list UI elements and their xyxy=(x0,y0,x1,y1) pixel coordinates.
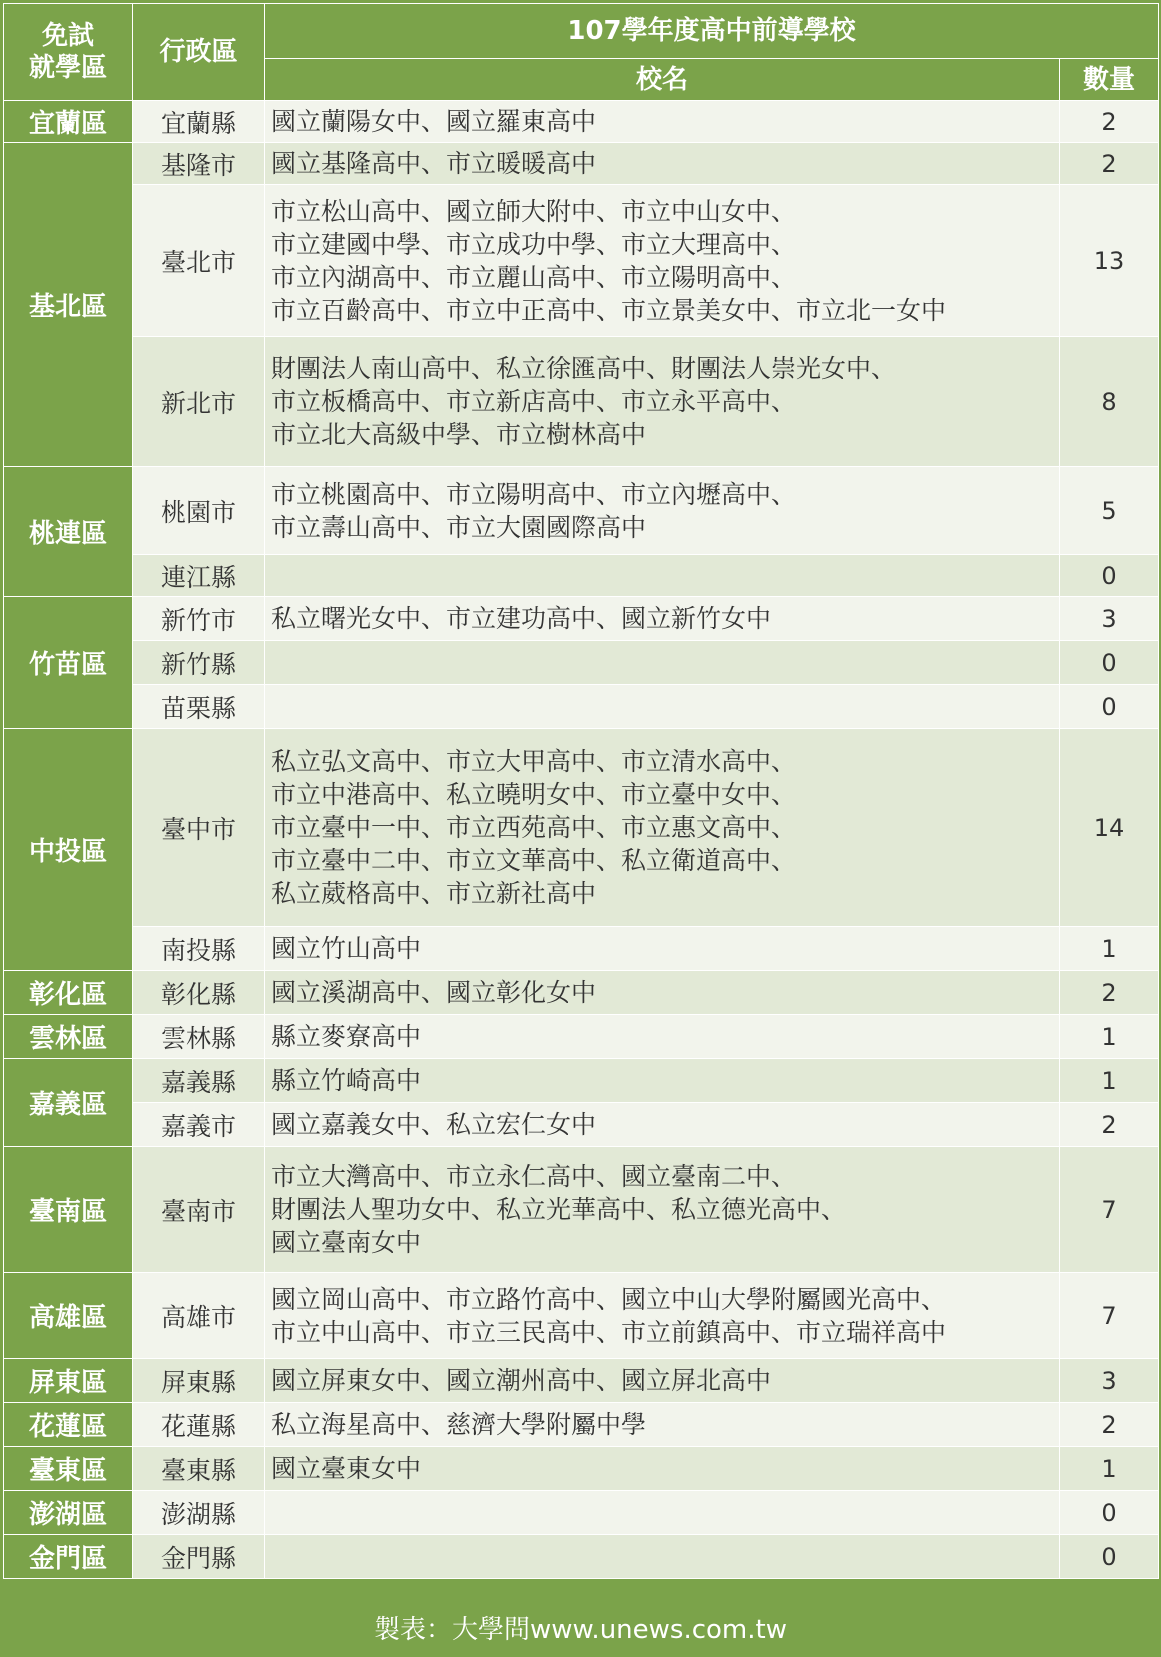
schools-cell: 縣立竹崎高中 xyxy=(265,1059,1060,1103)
schools-cell: 私立曙光女中、市立建功高中、國立新竹女中 xyxy=(265,597,1060,641)
schools-cell: 國立蘭陽女中、國立羅東高中 xyxy=(265,101,1060,143)
count-cell: 14 xyxy=(1060,729,1159,927)
count-cell: 7 xyxy=(1060,1273,1159,1359)
footer-credit: 製表：大學問www.unews.com.tw xyxy=(0,1603,1161,1657)
county-cell: 基隆市 xyxy=(133,143,265,185)
county-cell: 嘉義縣 xyxy=(133,1059,265,1103)
table-row xyxy=(4,597,1159,641)
schools-cell xyxy=(265,555,1060,597)
schools-cell: 國立溪湖高中、國立彰化女中 xyxy=(265,971,1060,1015)
schools-cell: 國立岡山高中、市立路竹高中、國立中山大學附屬國光高中、 市立中山高中、市立三民高中、市立前鎮高中、市立瑞祥高中 xyxy=(265,1273,1060,1359)
schools-cell xyxy=(265,685,1060,729)
county-cell: 新北市 xyxy=(133,337,265,467)
county-cell: 彰化縣 xyxy=(133,971,265,1015)
table-row xyxy=(4,927,1159,971)
zone-cell: 雲林區 xyxy=(4,1015,133,1059)
county-cell: 臺中市 xyxy=(133,729,265,927)
zone-cell: 金門區 xyxy=(4,1535,133,1579)
zone-cell: 花蓮區 xyxy=(4,1403,133,1447)
table-row xyxy=(4,1447,1159,1491)
table-row xyxy=(4,1059,1159,1103)
count-cell: 0 xyxy=(1060,1491,1159,1535)
header-count: 數量 xyxy=(1060,59,1159,101)
count-cell: 7 xyxy=(1060,1147,1159,1273)
schools-cell: 國立竹山高中 xyxy=(265,927,1060,971)
schools-cell: 國立嘉義女中、私立宏仁女中 xyxy=(265,1103,1060,1147)
table-row xyxy=(4,1103,1159,1147)
table-row xyxy=(4,1147,1159,1273)
county-cell: 連江縣 xyxy=(133,555,265,597)
count-cell: 0 xyxy=(1060,641,1159,685)
zone-cell: 宜蘭區 xyxy=(4,101,133,143)
count-cell: 2 xyxy=(1060,101,1159,143)
table-row xyxy=(4,1491,1159,1535)
schools-cell: 國立基隆高中、市立暖暖高中 xyxy=(265,143,1060,185)
zone-cell: 臺東區 xyxy=(4,1447,133,1491)
count-cell: 2 xyxy=(1060,143,1159,185)
county-cell: 苗栗縣 xyxy=(133,685,265,729)
count-cell: 5 xyxy=(1060,467,1159,555)
county-cell: 新竹市 xyxy=(133,597,265,641)
zone-cell: 屏東區 xyxy=(4,1359,133,1403)
table-row xyxy=(4,1535,1159,1579)
zone-cell: 臺南區 xyxy=(4,1147,133,1273)
county-cell: 嘉義市 xyxy=(133,1103,265,1147)
zone-cell: 基北區 xyxy=(4,143,133,467)
schools-cell: 私立弘文高中、市立大甲高中、市立清水高中、 市立中港高中、私立曉明女中、市立臺中女中、 市立臺中一中、市立西苑高中、市立惠文高中、 市立臺中二中、市立文華高中、私立衛道高中、 私立葳格高中、市立新社高中 xyxy=(265,729,1060,927)
county-cell: 臺北市 xyxy=(133,185,265,337)
schools-cell: 市立大灣高中、市立永仁高中、國立臺南二中、 財團法人聖功女中、私立光華高中、私立德光高中、 國立臺南女中 xyxy=(265,1147,1060,1273)
zone-cell: 嘉義區 xyxy=(4,1059,133,1147)
table-row xyxy=(4,1403,1159,1447)
table-row xyxy=(4,641,1159,685)
header-zone: 免試 就學區 xyxy=(4,4,133,101)
count-cell: 0 xyxy=(1060,555,1159,597)
table-row xyxy=(4,555,1159,597)
county-cell: 宜蘭縣 xyxy=(133,101,265,143)
table-row xyxy=(4,729,1159,927)
schools-cell: 財團法人南山高中、私立徐匯高中、財團法人崇光女中、 市立板橋高中、市立新店高中、市立永平高中、 市立北大高級中學、市立樹林高中 xyxy=(265,337,1060,467)
county-cell: 金門縣 xyxy=(133,1535,265,1579)
zone-cell: 高雄區 xyxy=(4,1273,133,1359)
county-cell: 花蓮縣 xyxy=(133,1403,265,1447)
schools-cell xyxy=(265,641,1060,685)
zone-cell: 竹苗區 xyxy=(4,597,133,729)
county-cell: 臺南市 xyxy=(133,1147,265,1273)
count-cell: 3 xyxy=(1060,1359,1159,1403)
county-cell: 高雄市 xyxy=(133,1273,265,1359)
schools-cell xyxy=(265,1535,1060,1579)
schools-cell xyxy=(265,1491,1060,1535)
table-row xyxy=(4,971,1159,1015)
schools-cell: 私立海星高中、慈濟大學附屬中學 xyxy=(265,1403,1060,1447)
count-cell: 2 xyxy=(1060,971,1159,1015)
count-cell: 0 xyxy=(1060,1535,1159,1579)
schools-cell: 市立桃園高中、市立陽明高中、市立內壢高中、 市立壽山高中、市立大園國際高中 xyxy=(265,467,1060,555)
table-row xyxy=(4,1015,1159,1059)
county-cell: 新竹縣 xyxy=(133,641,265,685)
count-cell: 1 xyxy=(1060,1059,1159,1103)
schools-cell: 國立臺東女中 xyxy=(265,1447,1060,1491)
header-school: 校名 xyxy=(265,59,1060,101)
zone-cell: 澎湖區 xyxy=(4,1491,133,1535)
county-cell: 南投縣 xyxy=(133,927,265,971)
zone-cell: 桃連區 xyxy=(4,467,133,597)
county-cell: 桃園市 xyxy=(133,467,265,555)
count-cell: 1 xyxy=(1060,1015,1159,1059)
table-row xyxy=(4,101,1159,143)
schools-cell: 國立屏東女中、國立潮州高中、國立屏北高中 xyxy=(265,1359,1060,1403)
header-row-1 xyxy=(4,4,1159,59)
table-row xyxy=(4,467,1159,555)
county-cell: 雲林縣 xyxy=(133,1015,265,1059)
table-row xyxy=(4,685,1159,729)
header-admin: 行政區 xyxy=(133,4,265,101)
county-cell: 屏東縣 xyxy=(133,1359,265,1403)
count-cell: 0 xyxy=(1060,685,1159,729)
zone-cell: 彰化區 xyxy=(4,971,133,1015)
count-cell: 2 xyxy=(1060,1403,1159,1447)
table-row xyxy=(4,185,1159,337)
count-cell: 1 xyxy=(1060,927,1159,971)
count-cell: 2 xyxy=(1060,1103,1159,1147)
schools-cell: 市立松山高中、國立師大附中、市立中山女中、 市立建國中學、市立成功中學、市立大理高中、 市立內湖高中、市立麗山高中、市立陽明高中、 市立百齡高中、市立中正高中、市立景美女中、市立北一女中 xyxy=(265,185,1060,337)
count-cell: 1 xyxy=(1060,1447,1159,1491)
table-row xyxy=(4,1359,1159,1403)
header-group-title: 107學年度高中前導學校 xyxy=(265,4,1159,59)
count-cell: 8 xyxy=(1060,337,1159,467)
table-row xyxy=(4,1273,1159,1359)
table-row xyxy=(4,143,1159,185)
table-row xyxy=(4,337,1159,467)
county-cell: 臺東縣 xyxy=(133,1447,265,1491)
county-cell: 澎湖縣 xyxy=(133,1491,265,1535)
schools-cell: 縣立麥寮高中 xyxy=(265,1015,1060,1059)
count-cell: 13 xyxy=(1060,185,1159,337)
count-cell: 3 xyxy=(1060,597,1159,641)
schools-table xyxy=(3,3,1159,1579)
zone-cell: 中投區 xyxy=(4,729,133,971)
